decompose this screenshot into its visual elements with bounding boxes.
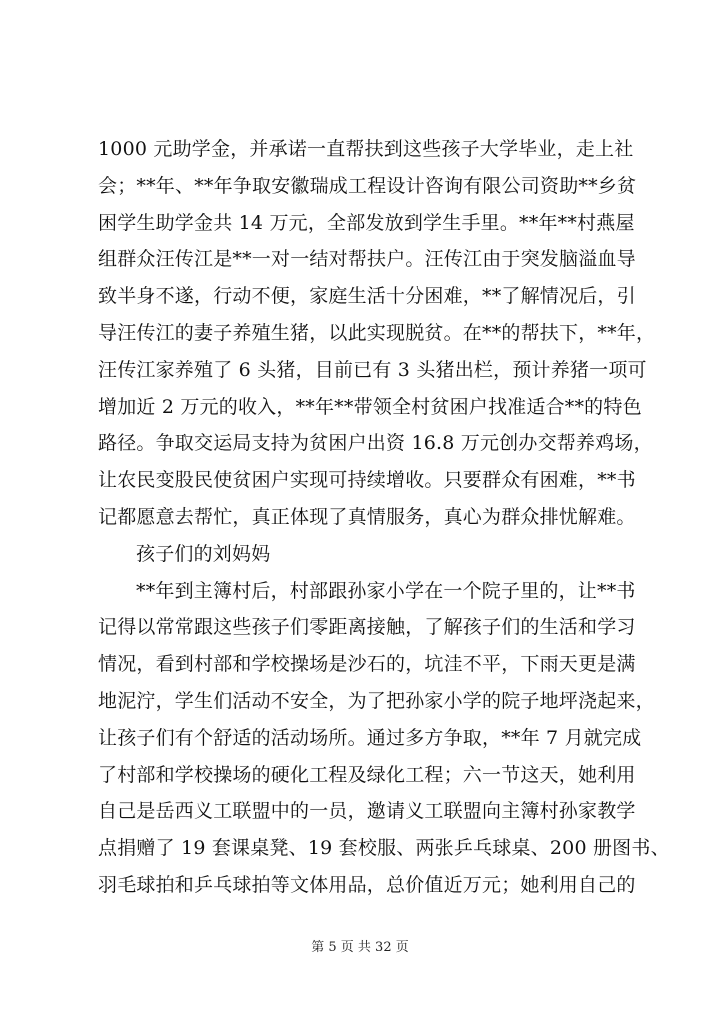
paragraph-1-line: 1000 元助学金，并承诺一直帮扶到这些孩子大学毕业，走上社 xyxy=(98,138,634,160)
paragraph-2-line: 地泥泞，学生们活动不安全，为了把孙家小学的院子地坪浇起来， xyxy=(98,689,655,712)
paragraph-2-line: 羽毛球拍和乒乓球拍等文体用品，总价值近万元；她利用自己的 xyxy=(98,873,636,896)
paragraph-2-line: **年到主簿村后，村部跟孙家小学在一个院子里的，让**书 xyxy=(136,579,636,602)
paragraph-1-line: 组群众汪传江是**一对一结对帮扶户。汪传江由于突发脑溢血导 xyxy=(98,248,636,271)
paragraph-2-line: 自己是岳西义工联盟中的一员，邀请义工联盟向主簿村孙家教学 xyxy=(98,800,636,823)
paragraph-1-line: 会；**年、**年争取安徽瑞成工程设计咨询有限公司资助**乡贫 xyxy=(98,174,637,197)
paragraph-2-line: 情况，看到村部和学校操场是沙石的，坑洼不平，下雨天更是满 xyxy=(98,653,636,676)
section-heading: 孩子们的刘妈妈 xyxy=(136,542,271,565)
paragraph-2-line: 让孩子们有个舒适的活动场所。通过多方争取，**年 7 月就完成 xyxy=(98,726,642,749)
paragraph-1-line: 路径。争取交运局支持为贫困户出资 16.8 万元创办交帮养鸡场， xyxy=(98,432,653,455)
paragraph-1-line: 困学生助学金共 14 万元，全部发放到学生手里。**年**村燕屋 xyxy=(98,211,635,234)
document-body xyxy=(98,131,670,904)
page-number: 第 5 页 共 32 页 xyxy=(311,940,409,955)
paragraph-2-line: 点捐赠了 19 套课桌凳、19 套校服、两张乒乓球桌、200 册图书、 xyxy=(98,837,670,860)
paragraph-1-line: 汪传江家养殖了 6 头猪，目前已有 3 头猪出栏，预计养猪一项可 xyxy=(98,358,647,381)
paragraph-2-line: 了村部和学校操场的硬化工程及绿化工程；六一节这天，她利用 xyxy=(98,763,636,786)
paragraph-2-line: 记得以常常跟这些孩子们零距离接触，了解孩子们的生活和学习 xyxy=(98,616,636,639)
paragraph-1-line: 增加近 2 万元的收入，**年**带领全村贫困户找准适合**的特色 xyxy=(98,395,642,418)
paragraph-1-line: 导汪传江的妻子养殖生猪，以此实现脱贫。在**的帮扶下，**年， xyxy=(98,321,656,344)
paragraph-1-line: 记都愿意去帮忙，真正体现了真情服务，真心为群众排忧解难。 xyxy=(98,505,636,528)
paragraph-1-line: 致半身不遂，行动不便，家庭生活十分困难，**了解情况后，引 xyxy=(98,285,636,308)
paragraph-1-line: 让农民变股民使贫困户实现可持续增收。只要群众有困难，**书 xyxy=(98,469,636,492)
